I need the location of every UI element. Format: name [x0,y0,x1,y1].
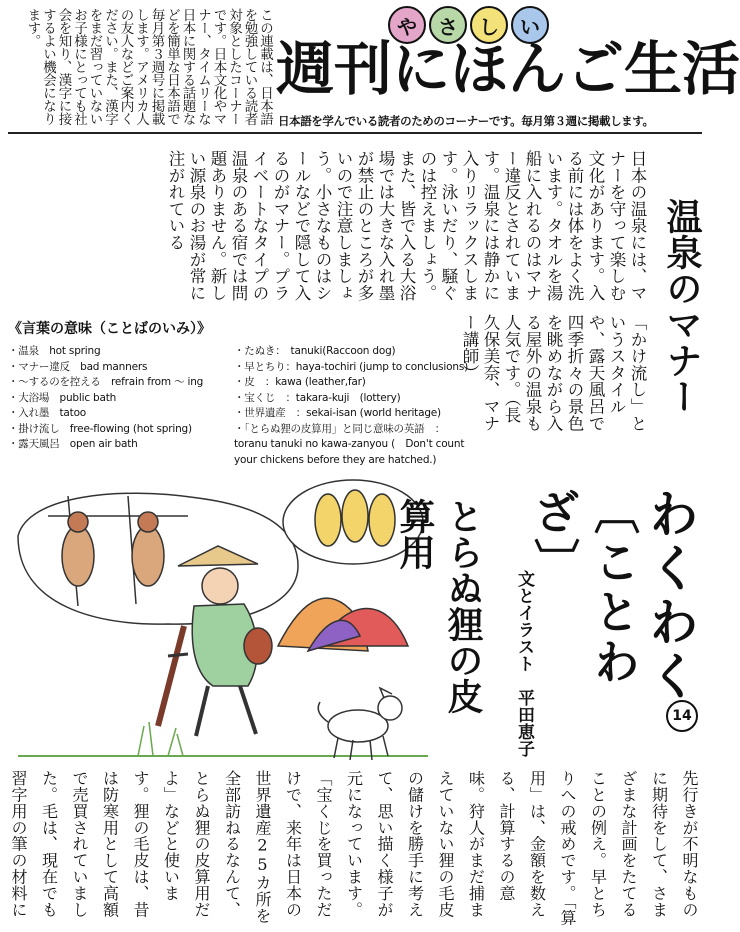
vocabulary-heading: 《言葉の意味（ことばのいみ）》 [8,321,211,337]
kotowaza-title: とらぬ狸の皮算用 [394,498,483,714]
masthead-divider [8,132,702,134]
kotowaza-author: 文とイラスト 平田恵子 [514,570,534,757]
vocab-item: ・マナー違反 bad manners [8,360,148,373]
onsen-article-body-continued: 「かけ流し」というスタイルや、露天風呂で四季折々の景色を眺めながら入る屋外の温泉も人気です。（長久保美奈、マナー講師） [460,314,647,432]
vocab-item: ・宝くじ ：takara-kuji (lottery) [234,391,401,404]
vocab-item: ・皮 ：kawa (leather,far) [234,376,366,388]
gold-coin-icon [315,494,341,546]
onsen-article-body: 日本の温泉には、マナーを守って楽しむ文化があります。入る前には体をよく洗います。タオルを湯船に入れるのはマナー違反とされています。温泉には静かに入りリラックスします。泳いだり、騒ぐのは控えましょう。また、皆で入る大浴場では大きな入れ墨が禁止のところが多いので注意しましょう。小さなものはシールなどで隠して入るのがマナー。プライベートなタイプの温泉のある宿では問題ありません。新しい源泉のお湯が常に注がれている [166,150,647,302]
kotowaza-body: 先行きが不明なものに期待をして、さまざまな計画をたてることの例え。早とちりへの戒めです。「算用」は、金額を数える、計算するの意味。狩人がまだ捕まえていない狸の毛皮の儲けを勝手に考えて、思い描く様子が元になっています。「宝くじを買っただけで、来年は日本の世界遺産25カ所を全部訪ねるなんて、とらぬ狸の皮算用だよ」などと使います。狸の毛皮は、昔は防寒用として高額で売買されていました。毛は、現在でも習字用の筆の材料に [9,770,699,926]
gold-coin-icon [342,490,368,542]
vocab-item: ・世界遺産 ：sekai-isan (world heritage) [234,407,441,419]
dog-figure [318,688,402,760]
logo-badge-sa: さ [429,6,467,44]
series-title-line1: わくわく [641,488,699,704]
vocab-item: ・温泉 hot spring [8,345,101,357]
vocab-item: ・早とちり：haya-tochiri (jump to conclusions) [234,360,468,373]
series-title-line2: 〔ことわざ〕 [527,488,641,688]
vocabulary-list-right [234,344,466,468]
vocab-item: ・大浴場 public bath [8,391,117,404]
vocab-item: ・たぬき： tanuki(Raccoon dog) [234,345,396,357]
onsen-article-title: 温泉のマナー [661,198,702,414]
logo-badge-i: い [511,6,549,44]
logo-badge-shi: し [470,6,508,44]
vocabulary-list-left [8,344,230,453]
masthead-logo [272,6,740,114]
logo-badge-ya: や [388,6,426,44]
vocab-item: ・「とらぬ狸の皮算用」と同じ意味の英語 ： [234,422,446,435]
vocab-item: toranu tanuki no kawa-zanyou ( Don't count your chickens before they are hatched.) [234,438,465,466]
logo-title: 週刊にほんご生活 [276,35,740,103]
issue-number-badge: 14 [666,700,698,732]
vocab-item: ・～するのを控える refrain from ～ ing [8,376,204,388]
vocabulary-box [8,318,468,498]
tanuki-hunter-illustration [8,476,434,766]
vocab-item: ・掛け流し free-flowing (hot spring) [8,422,192,435]
vocab-item: ・入れ墨 tatoo [8,407,87,419]
vocab-item: ・露天風呂 open air bath [8,438,138,450]
masthead-tagline: 日本語を学んでいる読者のためのコーナーです。毎月第３週に掲載します。 [278,114,654,128]
series-intro-text: この連載は、日本語を勉強している読者対象としたコーナーです。日本文化やマナー、タイムリーな日本に関する話題などを簡単な日本語で毎月第３週号に掲載します。アメリカ人の友人などご案内ください。また、漢字をまだ習っていないお子様にとっても社会を知り、漢字に接するよい機会になります。 [24,8,273,125]
